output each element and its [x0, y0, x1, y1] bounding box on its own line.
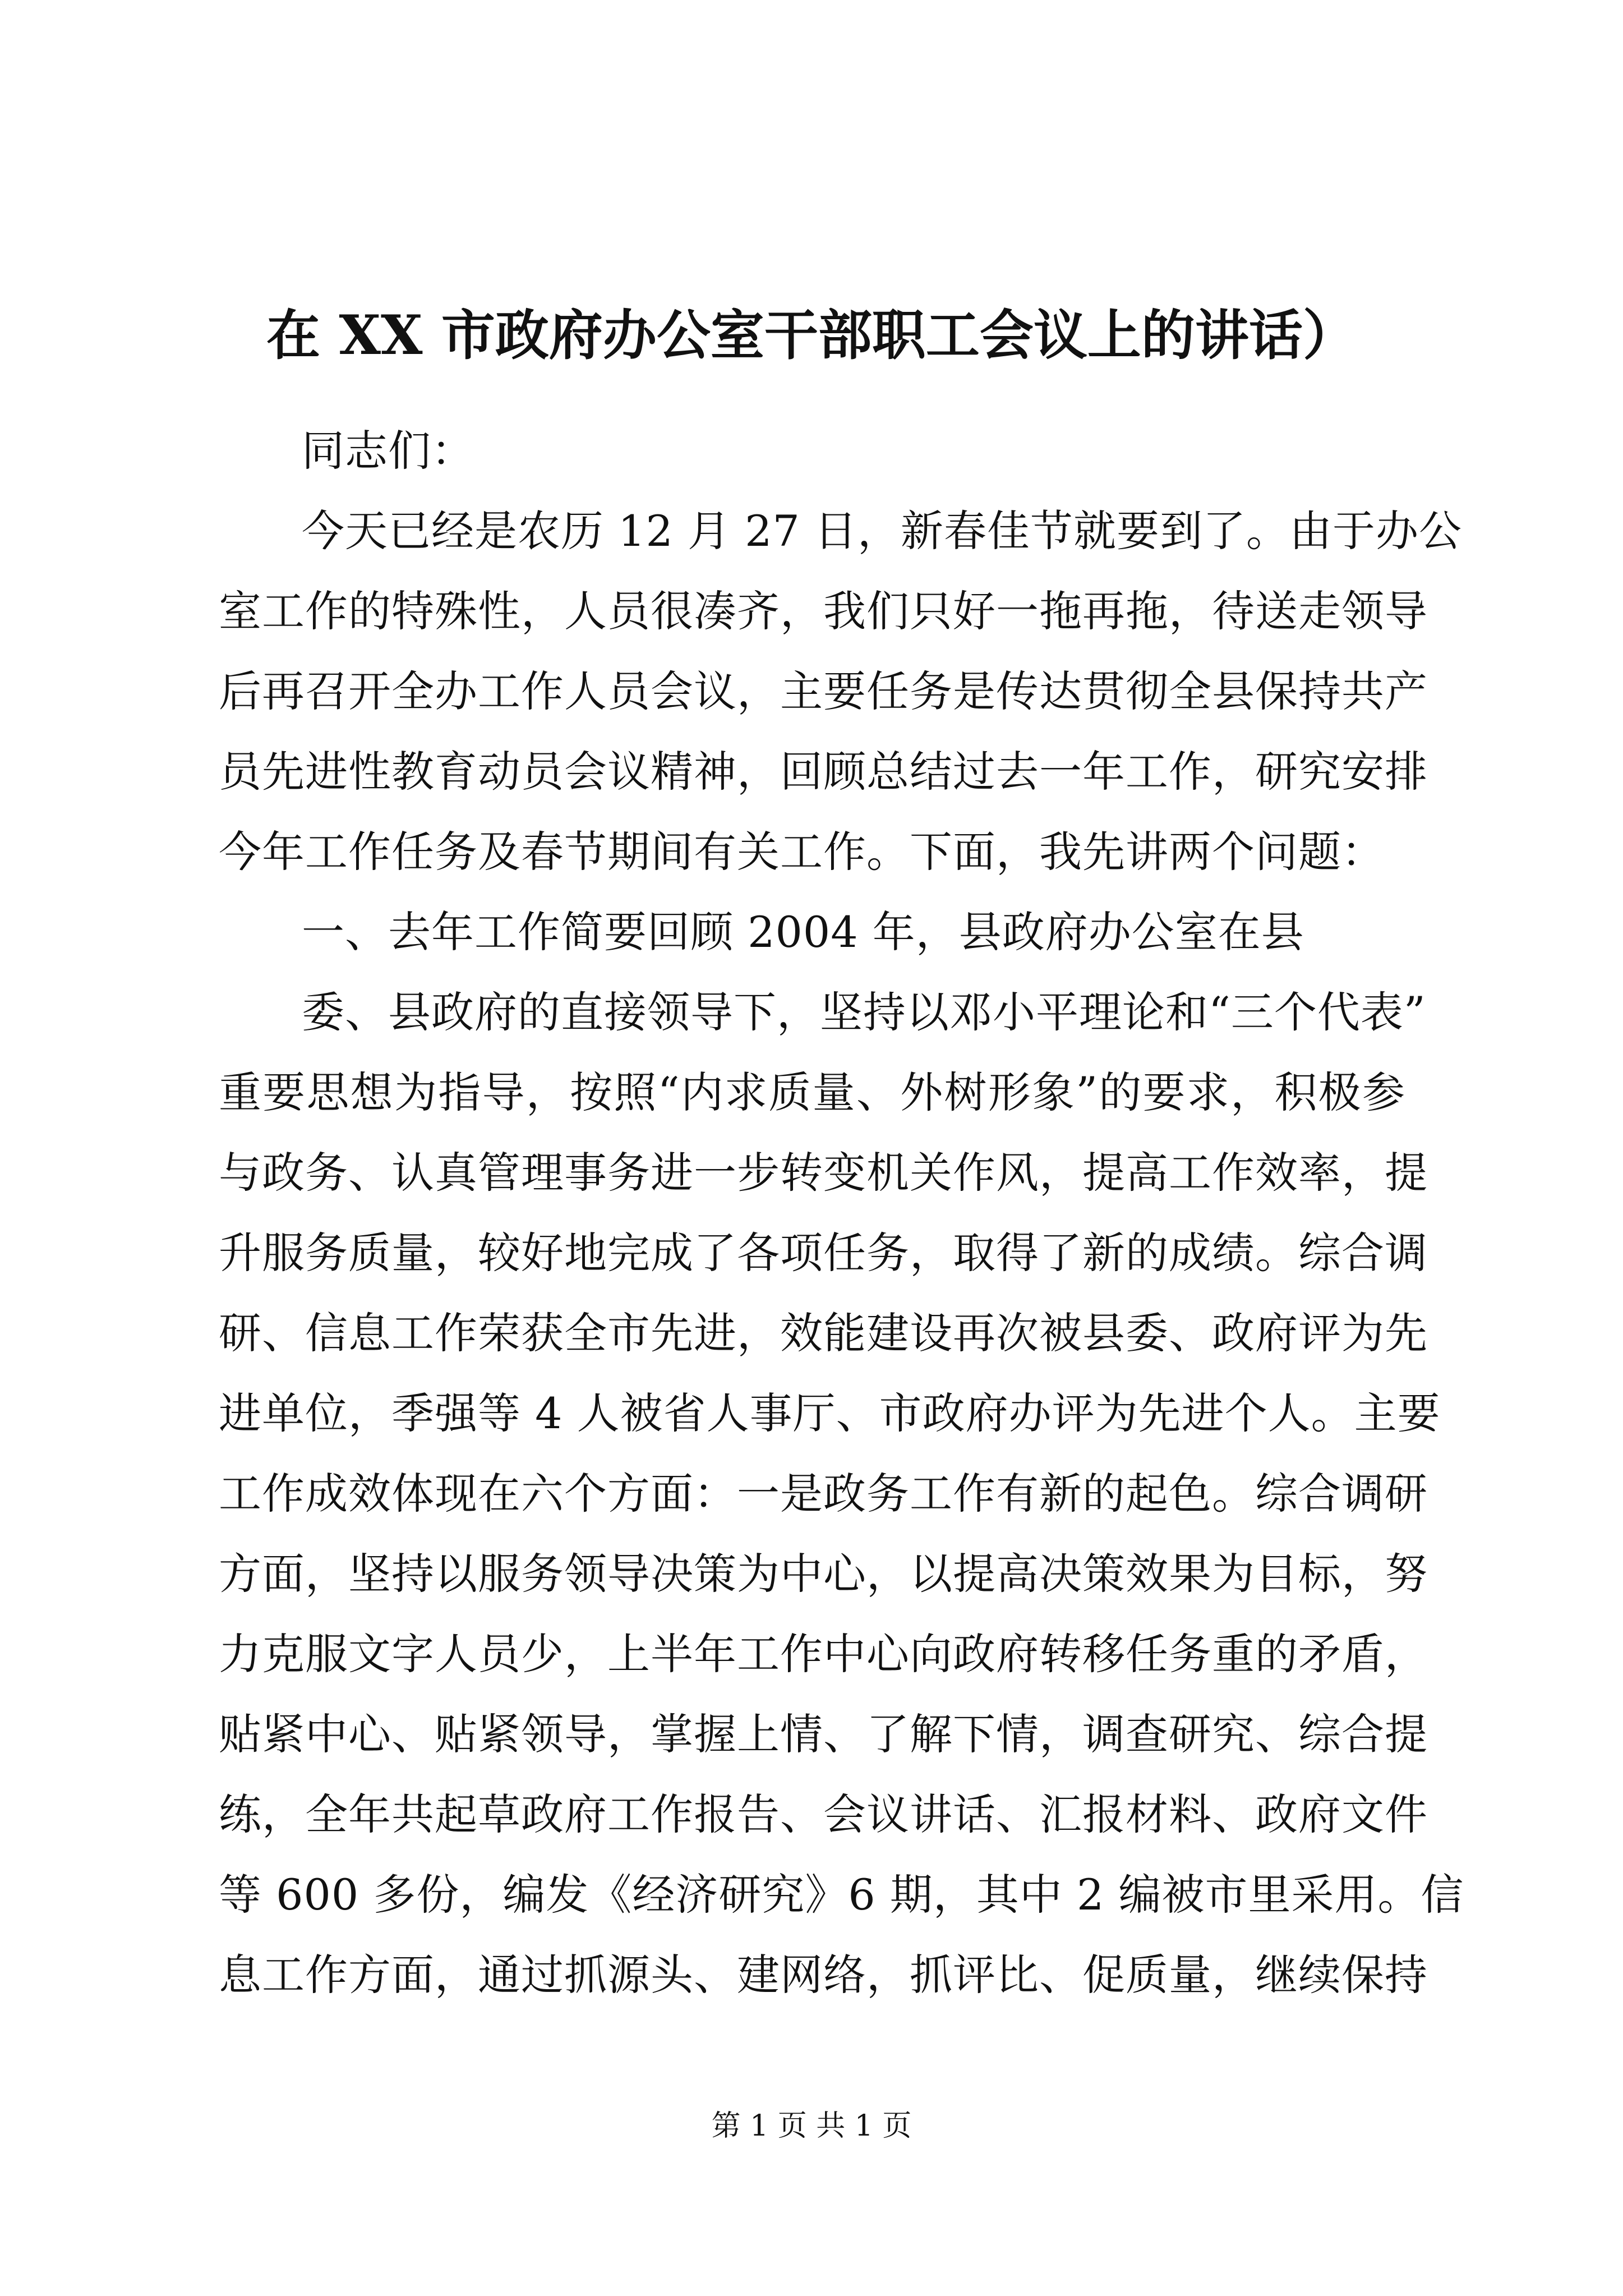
paragraph-line: 进单位，季强等 4 人被省人事厅、市政府办评为先进个人。主要 — [219, 1388, 1441, 1438]
paragraph-line: 一、去年工作简要回顾 2004 年，县政府办公室在县 — [302, 907, 1304, 957]
document-title: 在 XX 市政府办公室干部职工会议上的讲话） — [266, 303, 1357, 367]
paragraph-line: 升服务质量，较好地完成了各项任务，取得了新的成绩。综合调 — [219, 1228, 1428, 1278]
paragraph-line: 重要思想为指导，按照“内求质量、外树形象”的要求，积极参 — [219, 1068, 1405, 1117]
paragraph-line: 委、县政府的直接领导下，坚持以邓小平理论和“三个代表” — [302, 987, 1426, 1037]
page-footer: 第 1 页 共 1 页 — [711, 2109, 912, 2143]
document-body — [219, 411, 1464, 2015]
paragraph-line: 贴紧中心、贴紧领导，掌握上情、了解下情，调查研究、综合提 — [219, 1709, 1428, 1759]
paragraph-line: 今天已经是农历 12 月 27 日，新春佳节就要到了。由于办公 — [302, 506, 1463, 556]
paragraph-line: 员先进性教育动员会议精神，回顾总结过去一年工作，研究安排 — [219, 747, 1428, 797]
paragraph-line: 同志们： — [302, 426, 474, 476]
paragraph-line: 室工作的特殊性，人员很凑齐，我们只好一拖再拖，待送走领导 — [219, 586, 1428, 636]
paragraph — [219, 411, 1405, 491]
paragraph-line: 等 600 多份，编发《经济研究》6 期，其中 2 编被市里采用。信 — [219, 1870, 1464, 1920]
paragraph-line: 工作成效体现在六个方面：一是政务工作有新的起色。综合调研 — [219, 1469, 1428, 1519]
paragraph-line: 今年工作任务及春节期间有关工作。下面，我先讲两个问题： — [219, 827, 1385, 877]
paragraph-line: 研、信息工作荣获全市先进，效能建设再次被县委、政府评为先 — [219, 1308, 1428, 1358]
paragraph-line: 力克服文字人员少，上半年工作中心向政府转移任务重的矛盾， — [219, 1629, 1428, 1679]
paragraph-line: 息工作方面，通过抓源头、建网络，抓评比、促质量，继续保持 — [219, 1950, 1428, 2000]
paragraph-line: 后再召开全办工作人员会议，主要任务是传达贯彻全县保持共产 — [219, 666, 1428, 716]
paragraph-line: 与政务、认真管理事务进一步转变机关作风，提高工作效率，提 — [219, 1148, 1428, 1198]
paragraph-line: 练，全年共起草政府工作报告、会议讲话、汇报材料、政府文件 — [219, 1789, 1428, 1839]
paragraph-line: 方面，坚持以服务领导决策为中心，以提高决策效果为目标，努 — [219, 1549, 1428, 1599]
paragraph — [219, 892, 1405, 972]
paragraph — [219, 972, 1464, 2015]
paragraph — [219, 491, 1463, 892]
